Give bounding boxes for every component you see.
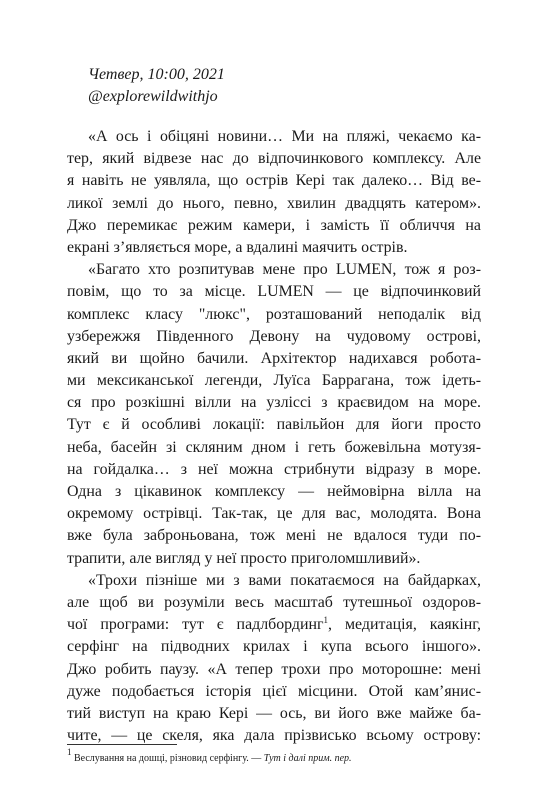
post-header xyxy=(88,64,225,108)
post-handle: @explorewildwithjo xyxy=(88,88,218,105)
post-date: Четвер, 10:00, 2021 xyxy=(88,66,225,83)
footnote-reference: 1 xyxy=(323,615,329,626)
text-line: повім, що то за місце. LUMEN — це відпочинковий xyxy=(67,283,481,301)
text-line: тий виступ на краю Кері — ось, ви його вже майже ба- xyxy=(67,704,481,722)
footnote xyxy=(67,747,352,766)
text-line: Одна з цікавинок комплексу — неймовірна вілла на xyxy=(67,483,481,500)
text-line-with-footnote xyxy=(67,614,481,636)
text-line: узбережжя Південного Девону на чудовому острові, xyxy=(67,327,481,345)
text-line: чите, — це скеля, яка дала прізвисько всьому острову: xyxy=(67,727,481,745)
text-line: «Багато хто розпитував мене про LUMEN, тож я роз- xyxy=(88,261,481,279)
text-fragment: , медитація, каякінг, xyxy=(328,616,481,634)
text-line: вже була заброньована, тож мені не вдалося туди по- xyxy=(67,527,481,545)
text-line: на гойдалка… з неї можна стрибнути відразу в море. xyxy=(67,460,481,478)
text-line: ликої землі до нього, певно, хвилин двадцять катером». xyxy=(67,194,481,212)
body-text xyxy=(67,126,481,747)
text-line: комплекс класу "люкс", розташований неподалік від xyxy=(67,305,481,323)
text-fragment: чої програми: тут є падлбординг xyxy=(67,616,324,634)
text-line: який ви щойно бачили. Архітектор надихався робота- xyxy=(67,349,481,367)
text-line: ся про розкішні вілли на узліссі з краєвидом на море. xyxy=(67,394,481,412)
text-line: Тут є й особливі локації: павільйон для йоги просто xyxy=(67,416,481,434)
footnote-divider xyxy=(67,744,177,745)
text-line: трапити, але вигляд у неї просто приголомшливий». xyxy=(67,549,421,567)
text-line: Джо робить паузу. «А тепер трохи про моторошне: мені xyxy=(67,660,481,678)
text-line: екрані з’являється море, а вдалині маячить острів. xyxy=(67,238,408,256)
text-line: ми мексиканської легенди, Луїса Баррагана, тож ідеть- xyxy=(67,372,481,390)
text-line: «Трохи пізніше ми з вами покатаємося на байдарках, xyxy=(88,571,481,589)
text-line: тер, який відвезе нас до відпочинкового комплексу. Але xyxy=(67,150,481,168)
text-line: «А ось і обіцяні новини… Ми на пляжі, чекаємо ка- xyxy=(88,128,481,145)
footnote-marker: 1 xyxy=(67,747,72,757)
text-line: але щоб ви розуміли весь масштаб тутешньої оздоров- xyxy=(67,593,481,611)
text-line: окремому острівці. Так-так, це для вас, молодята. Вона xyxy=(67,505,481,523)
text-line: Джо перемикає режим камери, і замість її обличчя на xyxy=(67,216,481,234)
text-line: неба, басейн зі скляним дном і геть божевільна мотузя- xyxy=(67,438,481,456)
text-line: дуже подобається історія цієї місцини. Отой кам’янис- xyxy=(67,682,481,700)
text-line: я навіть не уявляла, що острів Кері так далеко… Від ве- xyxy=(67,172,481,190)
footnote-text: Веслування на дошці, різновид серфінгу. — xyxy=(74,753,264,764)
footnote-translator-note: Тут і далі прим. пер. xyxy=(263,753,352,764)
text-line: серфінг на підводних крилах і купа всього іншого». xyxy=(67,638,481,656)
